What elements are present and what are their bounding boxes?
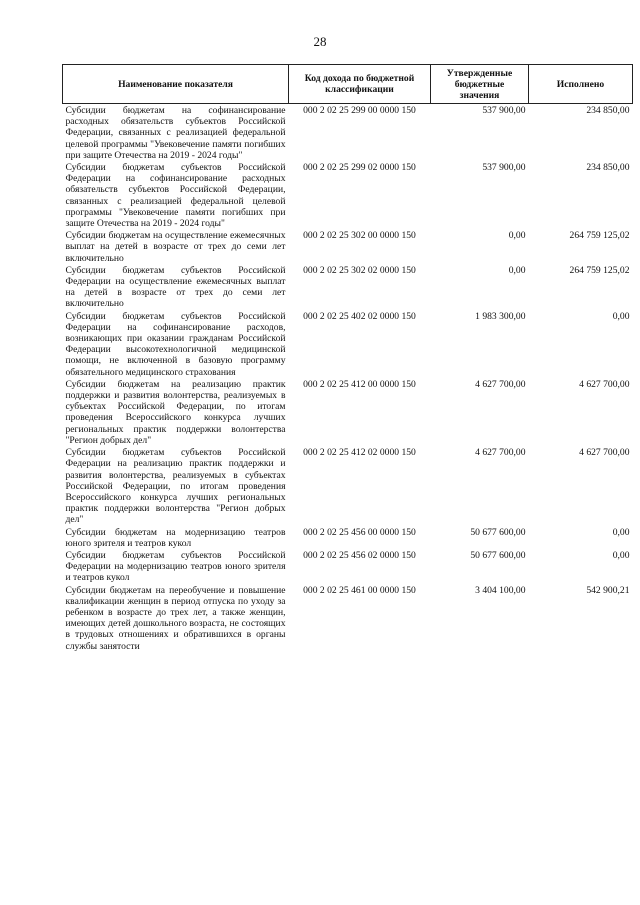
row-executed: 234 850,00 bbox=[586, 105, 630, 116]
row-executed: 0,00 bbox=[612, 310, 630, 322]
table-row bbox=[63, 549, 633, 584]
table-header-row bbox=[63, 65, 633, 104]
table-row bbox=[63, 229, 633, 264]
row-approved: 4 627 700,00 bbox=[475, 447, 526, 459]
row-code: 000 2 02 25 456 00 0000 150 bbox=[303, 526, 416, 538]
row-approved: 0,00 bbox=[508, 264, 526, 276]
row-executed: 264 759 125,02 bbox=[569, 230, 630, 242]
row-approved: 4 627 700,00 bbox=[475, 378, 526, 390]
row-name: Субсидии бюджетам субъектов Российской Федерации на модернизацию театров юного зрителя и театров кукол bbox=[65, 549, 286, 584]
table-row bbox=[63, 104, 633, 162]
row-name: Субсидии бюджетам на переобучение и повышение квалификации женщин в период отпуска по уходу за ребенком в возрасте до трех лет, а также женщин, имеющих детей дошкольного возраста, не состоящих в трудовых отношениях и обратившихся в органы службы занятости bbox=[65, 584, 286, 652]
row-code: 000 2 02 25 402 02 0000 150 bbox=[303, 310, 416, 322]
row-executed: 0,00 bbox=[612, 549, 630, 561]
header-approved: Утвержденные бюджетные значения bbox=[431, 65, 529, 104]
row-name: Субсидии бюджетам субъектов Российской Федерации на осуществление ежемесячных выплат на детей в возрасте от трех до семи лет включительно bbox=[65, 264, 286, 310]
row-name: Субсидии бюджетам субъектов Российской Федерации на софинансирование расходных обязательств субъектов Российской Федерации, связанных с реализацией федеральной целевой программы "Увековечение памяти погибших при защите Отечества на 2019 - 2024 годы" bbox=[65, 162, 286, 230]
row-executed: 0,00 bbox=[612, 526, 630, 538]
row-approved: 3 404 100,00 bbox=[475, 584, 526, 596]
table-row bbox=[63, 526, 633, 549]
row-approved: 537 900,00 bbox=[482, 105, 526, 116]
row-approved: 50 677 600,00 bbox=[470, 526, 526, 538]
row-name: Субсидии бюджетам на модернизацию театров юного зрителя и театров кукол bbox=[65, 526, 286, 549]
row-code: 000 2 02 25 299 00 0000 150 bbox=[303, 105, 416, 116]
table-row bbox=[63, 310, 633, 378]
header-name: Наименование показателя bbox=[63, 65, 289, 104]
row-name: Субсидии бюджетам на осуществление ежемесячных выплат на детей в возрасте от трех до семи лет включительно bbox=[65, 230, 286, 264]
row-executed: 4 627 700,00 bbox=[579, 447, 630, 459]
row-code: 000 2 02 25 461 00 0000 150 bbox=[303, 584, 416, 596]
row-executed: 542 900,21 bbox=[586, 584, 630, 596]
row-name: Субсидии бюджетам на реализацию практик поддержки и развития волонтерства, реализуемых в субъектах Российской Федерации, по итогам проведения Всероссийского конкурса лучших региональных практик поддержки волонтерства "Регион добрых дел" bbox=[65, 378, 286, 446]
row-name: Субсидии бюджетам субъектов Российской Федерации на софинансирование расходов, возникающих при оказании гражданам Российской Федерации высокотехнологичной медицинской помощи, не включенной в базовую программу обязательного медицинского страхования bbox=[65, 310, 286, 378]
row-executed: 264 759 125,02 bbox=[569, 264, 630, 276]
row-approved: 50 677 600,00 bbox=[470, 549, 526, 561]
row-executed: 4 627 700,00 bbox=[579, 378, 630, 390]
row-name: Субсидии бюджетам на софинансирование расходных обязательств субъектов Российской Федерации, связанных с реализацией федеральной целевой программы "Увековечение памяти погибших при защите Отечества на 2019 - 2024 годы" bbox=[65, 105, 286, 161]
table-row bbox=[63, 264, 633, 310]
row-code: 000 2 02 25 302 00 0000 150 bbox=[303, 230, 416, 242]
row-code: 000 2 02 25 412 02 0000 150 bbox=[303, 447, 416, 459]
header-executed: Исполнено bbox=[529, 65, 633, 104]
row-executed: 234 850,00 bbox=[586, 162, 630, 174]
row-approved: 0,00 bbox=[508, 230, 526, 242]
row-approved: 1 983 300,00 bbox=[475, 310, 526, 322]
row-code: 000 2 02 25 412 00 0000 150 bbox=[303, 378, 416, 390]
table-row bbox=[63, 161, 633, 229]
table-row bbox=[63, 446, 633, 525]
row-code: 000 2 02 25 299 02 0000 150 bbox=[303, 162, 416, 174]
budget-table bbox=[62, 64, 633, 652]
table-row bbox=[63, 378, 633, 446]
row-code: 000 2 02 25 302 02 0000 150 bbox=[303, 264, 416, 276]
header-code: Код дохода по бюджетной классификации bbox=[289, 65, 431, 104]
row-code: 000 2 02 25 456 02 0000 150 bbox=[303, 549, 416, 561]
row-name: Субсидии бюджетам субъектов Российской Федерации на реализацию практик поддержки и развития волонтерства, реализуемых в субъектах Российской Федерации, по итогам проведения Всероссийского конкурса лучших региональных практик поддержки волонтерства "Регион добрых дел" bbox=[65, 447, 286, 526]
page-number: 28 bbox=[313, 34, 327, 49]
table-row bbox=[63, 584, 633, 652]
row-approved: 537 900,00 bbox=[482, 162, 526, 174]
